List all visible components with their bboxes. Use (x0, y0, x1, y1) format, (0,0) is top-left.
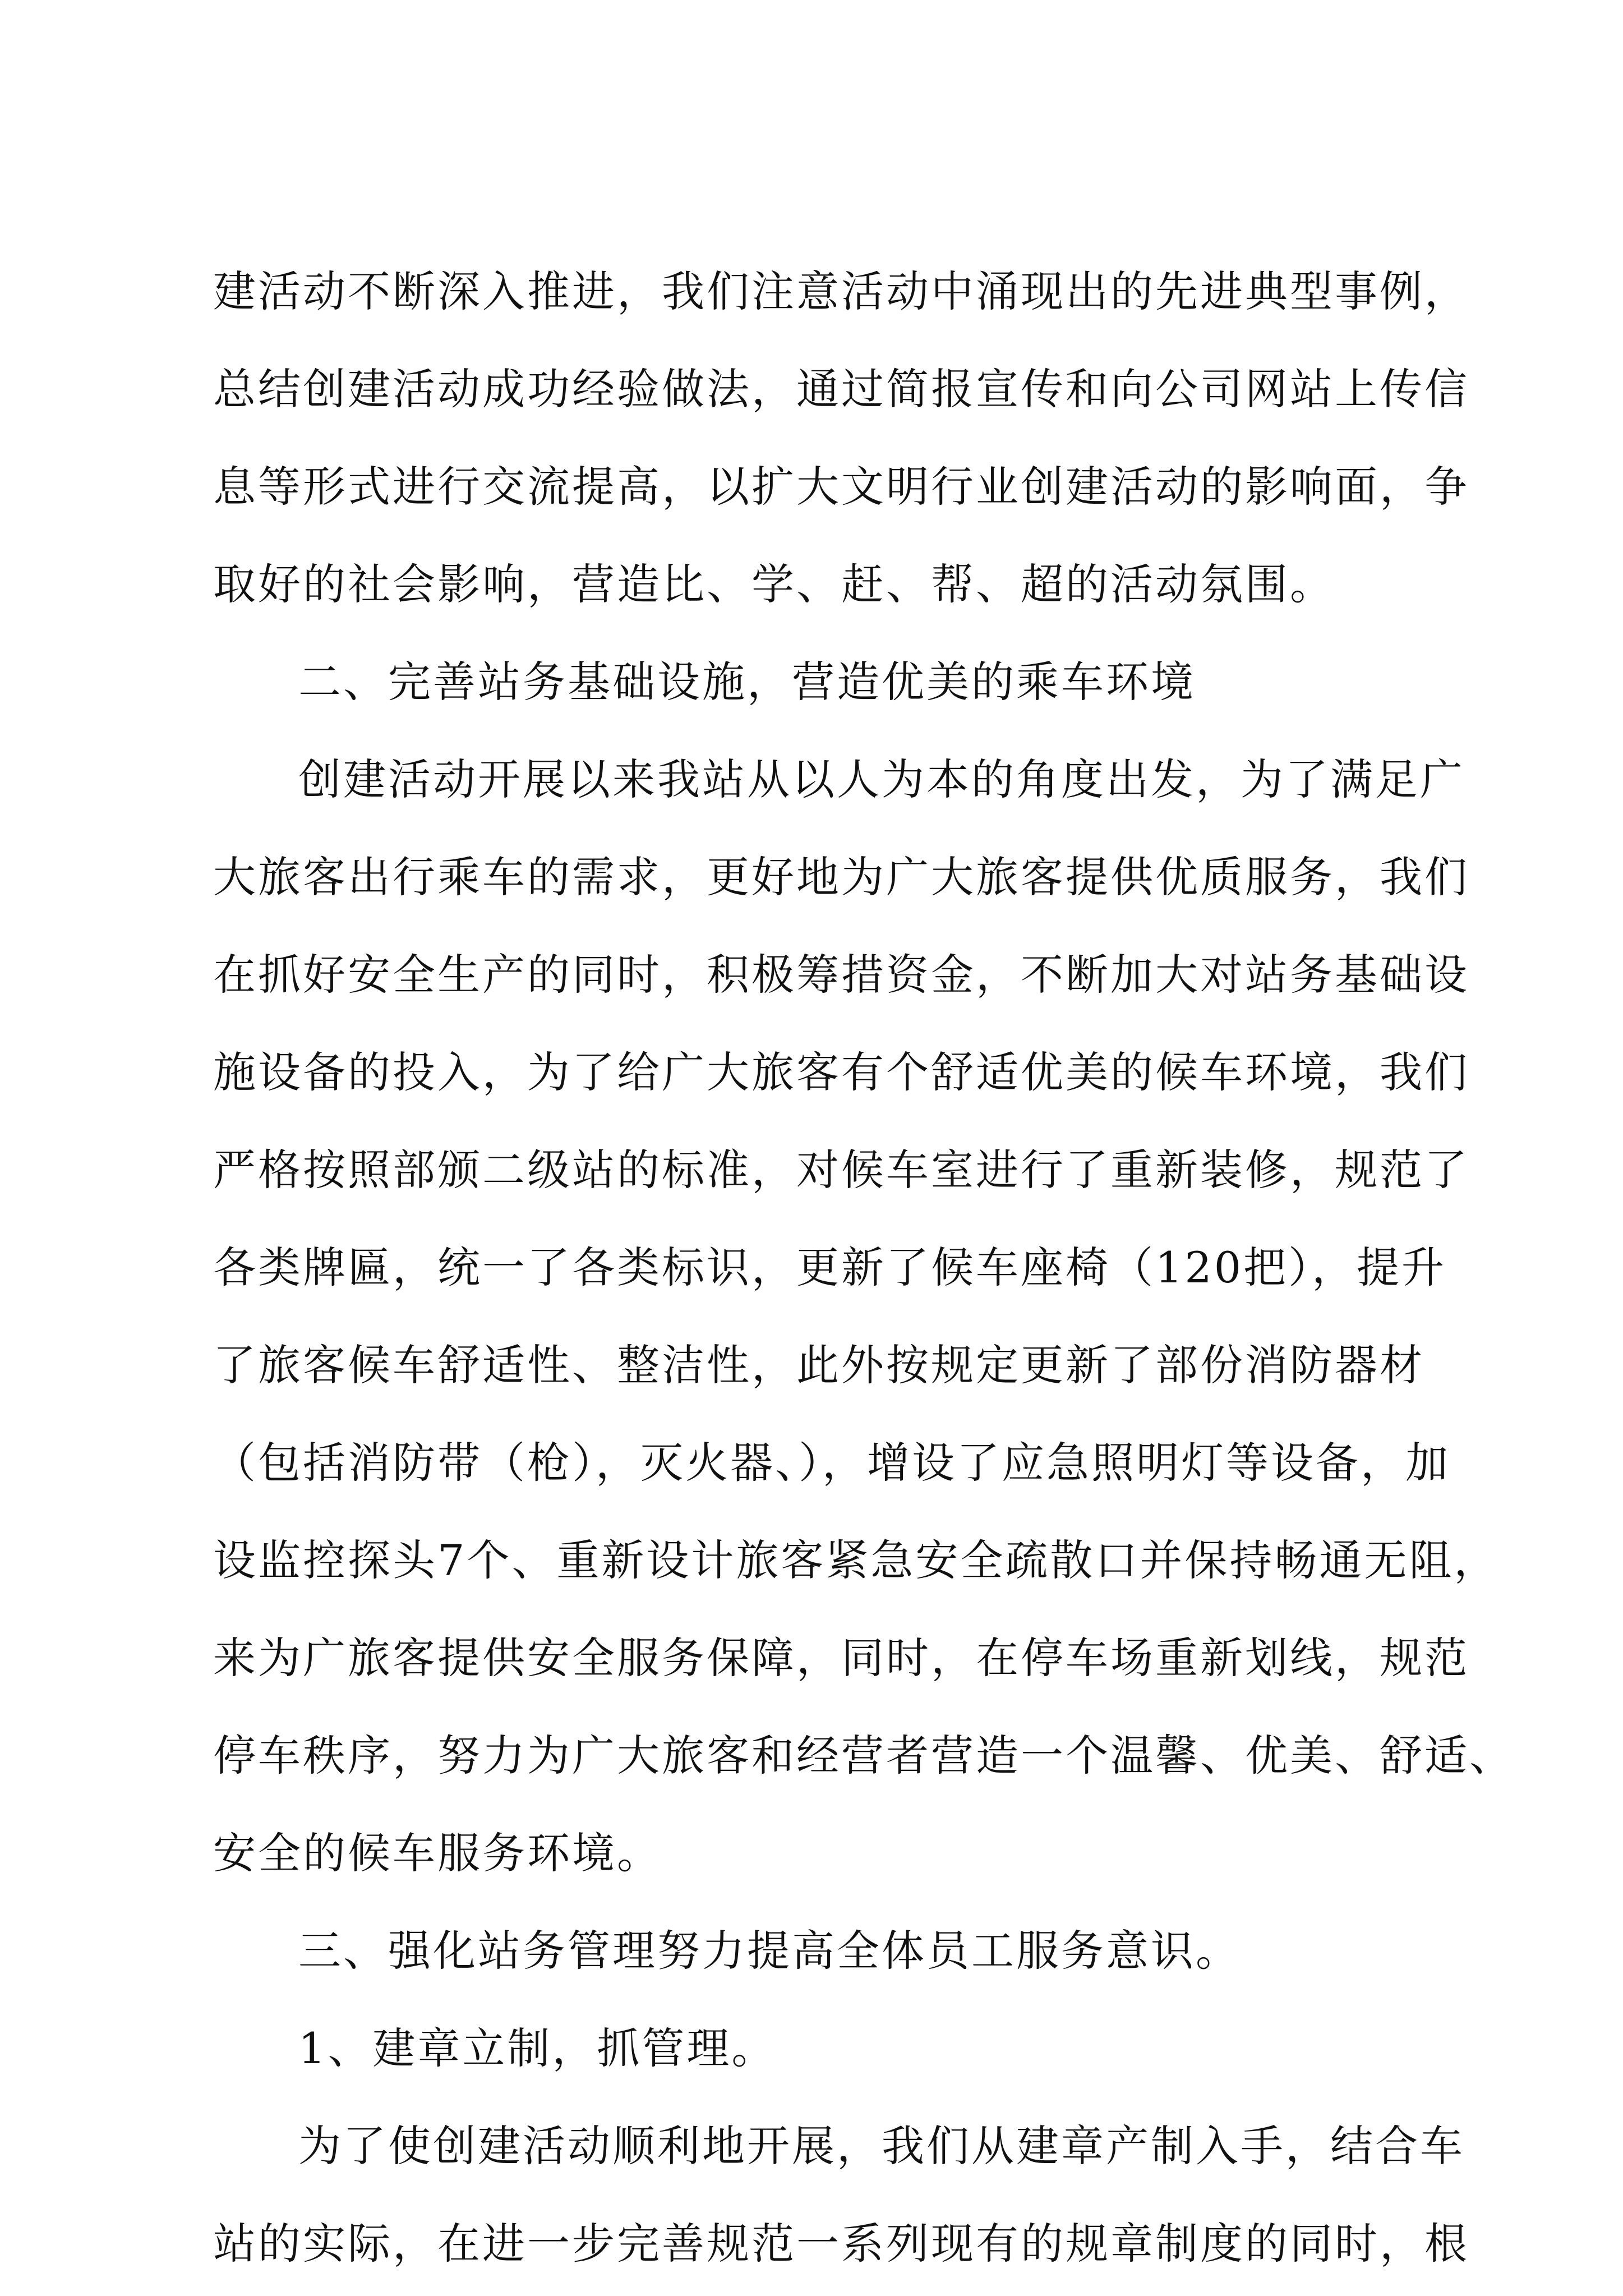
text-line: 为了使创建活动顺利地开展，我们从建章产制入手，结合车 (298, 2121, 1465, 2171)
text-line: 创建活动开展以来我站从以人为本的角度出发，为了满足广 (298, 754, 1465, 804)
text-line: 各类牌匾，统一了各类标识，更新了候车座椅（120把），提升 (213, 1243, 1447, 1292)
text-line: 严格按照部颁二级站的标准，对候车室进行了重新装修，规范了 (213, 1145, 1469, 1195)
text-line: 设监控探头7个、重新设计旅客紧急安全疏散口并保持畅通无阻， (213, 1535, 1499, 1585)
text-line: 在抓好安全生产的同时，积极筹措资金，不断加大对站务基础设 (213, 950, 1469, 1000)
text-line: 大旅客出行乘车的需求，更好地为广大旅客提供优质服务，我们 (213, 852, 1469, 902)
text-line: 来为广旅客提供安全服务保障，同时，在停车场重新划线，规范 (213, 1633, 1469, 1683)
subsection-heading: 1、建章立制，抓管理。 (298, 2023, 777, 2073)
section-heading: 三、强化站务管理努力提高全体员工服务意识。 (298, 1926, 1241, 1976)
text-line: （包括消防带（枪），灭火器、），增设了应急照明灯等设备，加 (213, 1438, 1450, 1488)
text-line: 息等形式进行交流提高，以扩大文明行业创建活动的影响面，争 (213, 462, 1469, 512)
text-line: 施设备的投入，为了给广大旅客有个舒适优美的候车环境，我们 (213, 1047, 1469, 1097)
text-line: 站的实际，在进一步完善规范一系列现有的规章制度的同时，根 (213, 2219, 1469, 2269)
text-line: 总结创建活动成功经验做法，通过简报宣传和向公司网站上传信 (213, 364, 1469, 414)
section-heading: 二、完善站务基础设施，营造优美的乘车环境 (298, 657, 1196, 707)
text-line: 安全的候车服务环境。 (213, 1828, 662, 1878)
text-line: 建活动不断深入推进，我们注意活动中涌现出的先进典型事例， (213, 266, 1469, 316)
text-line: 取好的社会影响，营造比、学、赶、帮、超的活动氛围。 (213, 559, 1335, 609)
text-line: 停车秩序，努力为广大旅客和经营者营造一个温馨、优美、舒适、 (213, 1731, 1514, 1780)
text-line: 了旅客候车舒适性、整洁性，此外按规定更新了部份消防器材 (213, 1340, 1424, 1390)
